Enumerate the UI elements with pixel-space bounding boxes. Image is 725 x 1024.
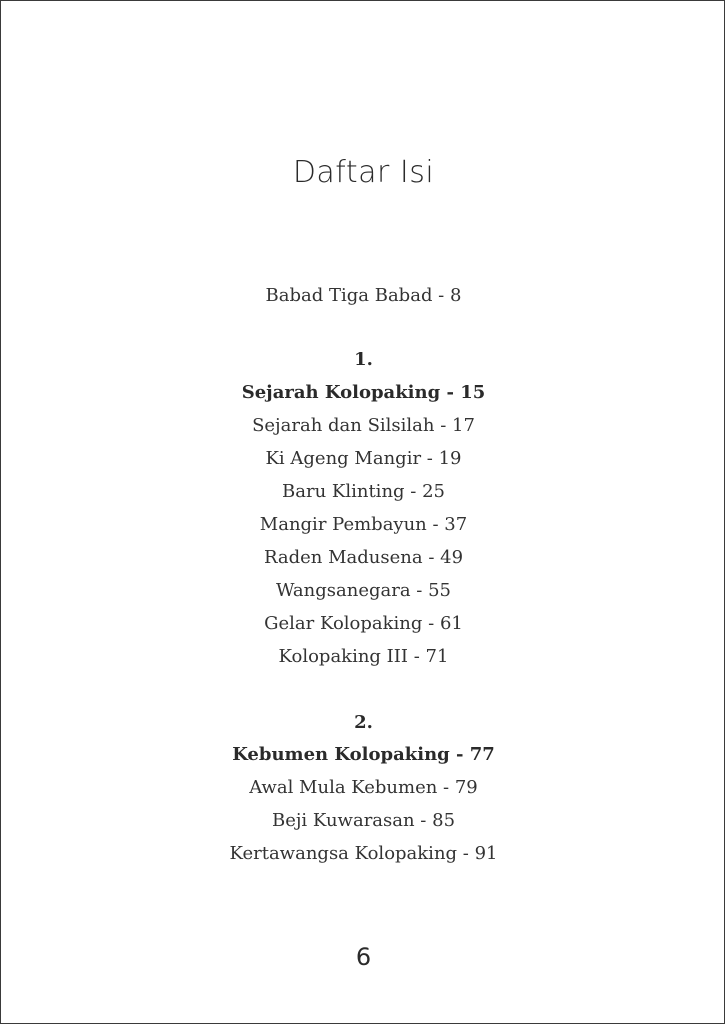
section-heading-2: Kebumen Kolopaking - 77: [232, 744, 495, 765]
toc-entry: Raden Madusena - 49: [263, 547, 464, 568]
toc-entry: Baru Klinting - 25: [282, 481, 445, 502]
toc-entry: Mangir Pembayun - 37: [259, 514, 468, 535]
toc-entry: Gelar Kolopaking - 61: [264, 613, 463, 634]
page-number: 6: [355, 943, 372, 971]
section-number-2: 2.: [354, 712, 373, 733]
toc-entry: Wangsanegara - 55: [275, 580, 452, 601]
toc-entry: Sejarah dan Silsilah - 17: [252, 415, 475, 436]
toc-entry: Ki Ageng Mangir - 19: [265, 448, 462, 469]
toc-entry: Beji Kuwarasan - 85: [271, 810, 456, 831]
section-heading-1: Sejarah Kolopaking - 15: [241, 382, 486, 403]
toc-entry-intro: Babad Tiga Babad - 8: [265, 285, 462, 306]
toc-entry: Kertawangsa Kolopaking - 91: [229, 843, 498, 864]
page-title: Daftar Isi: [292, 155, 435, 190]
toc-entry: Awal Mula Kebumen - 79: [249, 777, 478, 798]
toc-entry: Kolopaking III - 71: [278, 646, 449, 667]
section-number-1: 1.: [354, 349, 373, 370]
